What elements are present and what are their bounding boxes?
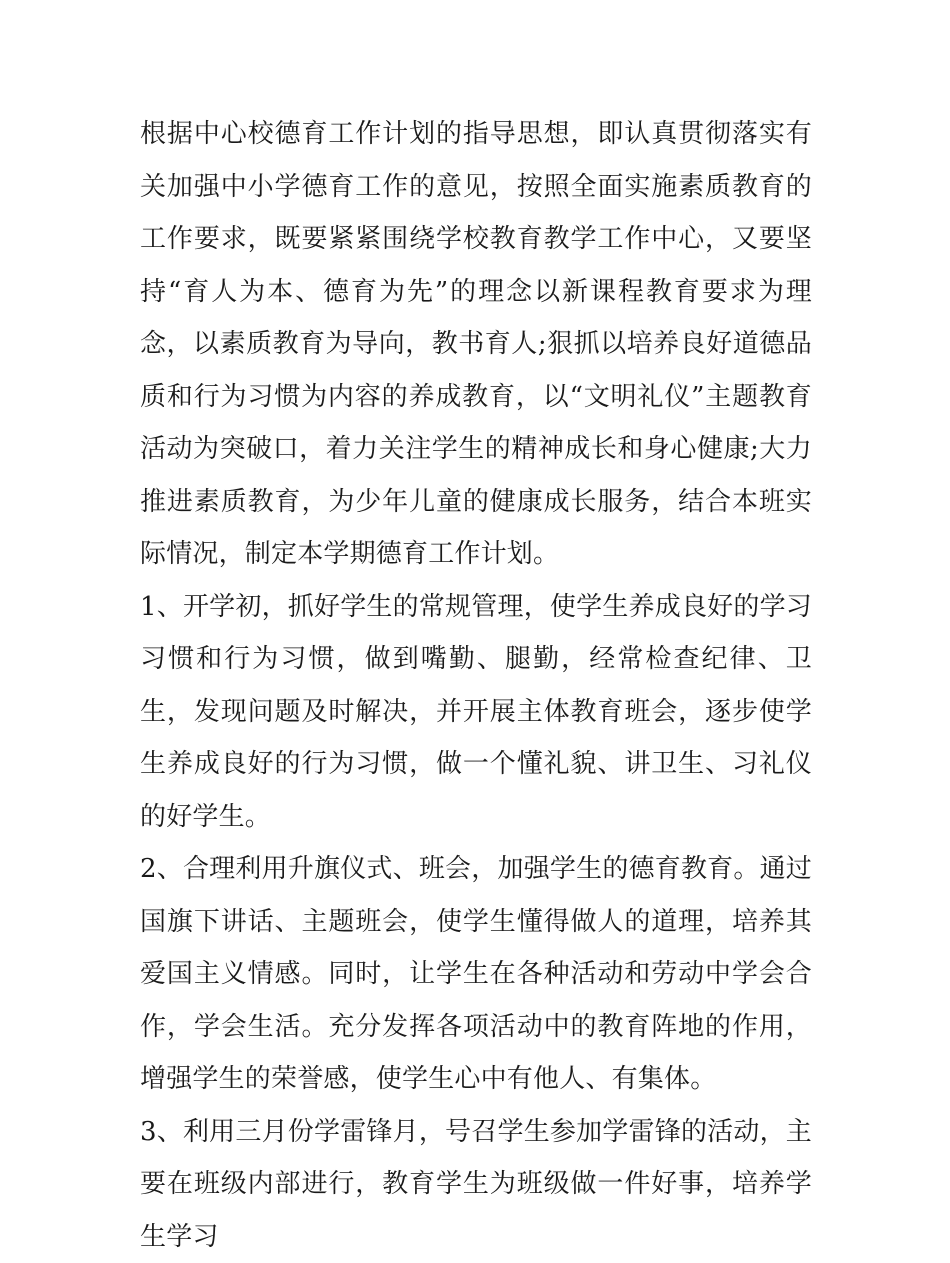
document-body — [140, 108, 812, 1263]
paragraph-item-3: 3、利用三月份学雷锋月，号召学生参加学雷锋的活动，主要在班级内部进行，教育学生为班级做一件好事，培养学生学习 — [140, 1106, 812, 1263]
paragraph-intro: 根据中心校德育工作计划的指导思想，即认真贯彻落实有关加强中小学德育工作的意见，按照全面实施素质教育的工作要求，既要紧紧围绕学校教育教学工作中心，又要坚持“育人为本、德育为先”的理念以新课程教育要求为理念，以素质教育为导向，教书育人;狠抓以培养良好道德品质和行为习惯为内容的养成教育，以“文明礼仪”主题教育活动为突破口，着力关注学生的精神成长和身心健康;大力推进素质教育，为少年儿童的健康成长服务，结合本班实际情况，制定本学期德育工作计划。 — [140, 108, 812, 581]
paragraph-item-1: 1、开学初，抓好学生的常规管理，使学生养成良好的学习习惯和行为习惯，做到嘴勤、腿勤，经常检查纪律、卫生，发现问题及时解决，并开展主体教育班会，逐步使学生养成良好的行为习惯，做一个懂礼貌、讲卫生、习礼仪的好学生。 — [140, 581, 812, 844]
paragraph-item-2: 2、合理利用升旗仪式、班会，加强学生的德育教育。通过国旗下讲话、主题班会，使学生懂得做人的道理，培养其爱国主义情感。同时，让学生在各种活动和劳动中学会合作，学会生活。充分发挥各项活动中的教育阵地的作用，增强学生的荣誉感，使学生心中有他人、有集体。 — [140, 843, 812, 1106]
